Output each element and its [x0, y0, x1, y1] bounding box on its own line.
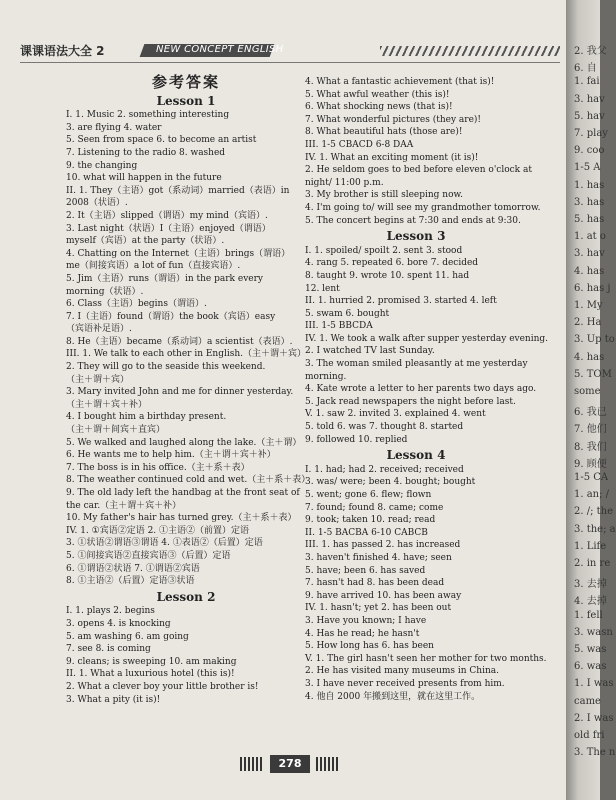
- edge-text-fragment: 5. was: [574, 644, 607, 655]
- edge-text-fragment: 1. has: [574, 179, 605, 191]
- answer-line: 5. have; been 6. has saved: [305, 565, 426, 576]
- answer-line: 4. Kate wrote a letter to her parents two days ago.: [305, 384, 537, 395]
- edge-text-fragment: 3. 去掉: [574, 579, 607, 591]
- answer-line: II. 1-5 BACBA 6-10 CABCB: [305, 527, 428, 538]
- next-page-edge: [566, 0, 616, 800]
- answer-line: myself（宾语）at the party（状语）.: [66, 236, 225, 247]
- answer-line: night/ 11:00 p.m.: [305, 177, 384, 188]
- answer-line: 2. He has visited many museums in China.: [305, 666, 499, 677]
- answer-line: 3. What a pity (it is)!: [66, 694, 161, 705]
- right-column: [305, 76, 549, 703]
- page-title: 参考答案: [151, 73, 220, 91]
- answer-line: 9. The old lady left the handbag at the front seat of: [66, 488, 300, 498]
- answer-line: 8. He（主语）became（系动词）a scientist（表语）.: [66, 336, 293, 347]
- answer-line: V. 1. The girl hasn't seen her mother for two months.: [305, 653, 547, 664]
- edge-text-fragment: 9. 顾便: [574, 458, 607, 470]
- header-hatch-decoration: [380, 46, 560, 56]
- answer-line: 5. Jim（主语）runs（谓语）in the park every: [66, 273, 263, 284]
- lesson-heading: Lesson 1: [156, 93, 216, 108]
- answer-line: 4. I bought him a birthday present.: [66, 412, 227, 423]
- answer-line: 3. ①状语②谓语③谓语 4. ①表语②（后置）定语: [66, 538, 263, 549]
- answer-line: 9. the changing: [66, 160, 138, 171]
- edge-text-fragment: 6. 自: [574, 63, 597, 75]
- header-rule: [20, 62, 560, 63]
- edge-text-fragment: 1. Life: [574, 540, 607, 552]
- answer-line: III. 1. has passed 2. has increased: [305, 540, 461, 551]
- answer-line: morning.: [305, 371, 347, 382]
- answer-line: 12. lent: [305, 283, 340, 294]
- answer-line: 6. He wants me to help him.（主＋谓＋宾＋补）: [66, 450, 276, 461]
- left-column: [66, 73, 311, 706]
- answer-line: 3. Have you known; I have: [305, 615, 427, 626]
- edge-text-fragment: 7. 他们: [574, 424, 607, 436]
- answer-line: （宾语补足语）.: [66, 324, 132, 335]
- answer-line: IV. 1. What an exciting moment (it is)!: [305, 152, 479, 163]
- lesson-heading: Lesson 4: [386, 448, 446, 463]
- edge-text-fragment: 3. hav: [574, 248, 605, 260]
- answer-line: 8. What beautiful hats (those are)!: [305, 127, 463, 138]
- answer-line: 4. 他自 2000 年搬到这里，就在这里工作。: [305, 691, 481, 702]
- edge-text-fragment: 1. an; /: [574, 489, 610, 501]
- answer-line: 4. Has he read; he hasn't: [305, 628, 420, 639]
- edge-text-fragment: 2. I was: [574, 712, 614, 724]
- edge-text-fragment: 3. has: [574, 196, 605, 208]
- answer-line: 3. Mary invited John and me for dinner yesterday.: [66, 387, 294, 398]
- answer-line: 5. told 6. was 7. thought 8. started: [305, 422, 464, 433]
- edge-text-fragment: 3. wasn: [574, 626, 613, 638]
- answer-line: 5. What awful weather (this is)!: [305, 89, 450, 100]
- edge-text-fragment: 1. fai: [574, 76, 600, 88]
- answer-line: 4. Chatting on the Internet（主语）brings（谓语）: [66, 248, 291, 259]
- answer-line: III. 1-5 CBACD 6-8 DAA: [305, 139, 414, 150]
- edge-text-fragment: came: [574, 695, 601, 707]
- edge-text-fragment: 5. TOM: [574, 368, 612, 380]
- answer-line: 7. The boss is in his office.（主＋系＋表）: [66, 462, 250, 473]
- answer-line: I. 1. had; had 2. received; received: [305, 464, 464, 475]
- edge-text-fragment: 4. has: [574, 265, 605, 277]
- answer-line: 7. What wonderful pictures (they are)!: [305, 114, 482, 125]
- answer-line: 3. Last night（状语）I（主语）enjoyed（谓语）: [66, 223, 271, 234]
- edge-text-fragment: 1-5 CA: [574, 472, 609, 483]
- edge-text-fragment: 1. I was: [574, 678, 614, 690]
- answer-line: 3. The woman smiled pleasantly at me yesterday: [305, 359, 528, 370]
- answer-line: 7. see 8. is coming: [66, 644, 151, 655]
- answer-line: 4. rang 5. repeated 6. bore 7. decided: [305, 258, 479, 269]
- edge-text-fragment: 2. Ha: [574, 317, 602, 329]
- footer-stripe-left: [240, 757, 264, 771]
- answer-line: 3. I have never received presents from him.: [305, 678, 505, 689]
- answer-line: 2. He seldom goes to bed before eleven o'clock at: [305, 165, 532, 176]
- answer-line: 3. was/ were; been 4. bought; bought: [305, 477, 476, 488]
- answer-line: 5. Seen from space 6. to become an artist: [66, 135, 257, 146]
- edge-text-fragment: 1. fell: [574, 609, 603, 621]
- answer-line: 2. What a clever boy your little brother is!: [66, 681, 259, 692]
- series-name: NEW CONCEPT ENGLISH: [156, 44, 284, 55]
- answer-line: 7. Listening to the radio 8. washed: [66, 147, 226, 158]
- answer-line: II. 1. They（主语）got（系动词）married（表语）in: [66, 185, 290, 196]
- answer-line: （主＋谓＋间宾＋直宾）: [66, 425, 166, 436]
- answer-line: 5. How long has 6. has been: [305, 641, 434, 652]
- edge-text-fragment: 3. Up to: [574, 334, 615, 346]
- answer-line: V. 1. saw 2. invited 3. explained 4. went: [305, 409, 486, 420]
- answer-line: II. 1. hurried 2. promised 3. started 4. left: [305, 296, 497, 307]
- answer-line: 7. found; found 8. came; come: [305, 502, 444, 513]
- footer-stripe-right: [316, 757, 340, 771]
- edge-text-fragment: 7. play: [574, 128, 608, 139]
- answer-line: 2008（状语）.: [66, 198, 128, 209]
- answer-line: 8. taught 9. wrote 10. spent 11. had: [305, 270, 470, 281]
- answer-line: 10. My father's hair has turned grey.（主＋系＋表）: [66, 513, 297, 524]
- answer-line: 5. ①间接宾语②直接宾语③（后置）定语: [66, 550, 231, 561]
- answer-line: II. 1. What a luxurious hotel (this is)!: [66, 669, 235, 680]
- edge-text-fragment: 5. has: [574, 214, 605, 225]
- edge-text-fragment: 2. /; the: [574, 506, 614, 518]
- answer-line: 5. Jack read newspapers the night before last.: [305, 396, 516, 407]
- edge-text-fragment: 3. hav: [574, 93, 605, 105]
- answer-line: 3. are flying 4. water: [66, 122, 162, 133]
- answer-line: 3. haven't finished 4. have; seen: [305, 552, 452, 563]
- answer-line: 2. They will go to the seaside this weekend.: [66, 362, 266, 373]
- answer-line: 4. What a fantastic achievement (that is)!: [305, 77, 495, 87]
- answer-line: 5. The concert begins at 7:30 and ends at 9:30.: [305, 215, 521, 226]
- edge-text-fragment: 2. in re: [574, 558, 611, 569]
- edge-text-fragment: 6. has j: [574, 282, 611, 294]
- answer-line: 5. am washing 6. am going: [66, 631, 189, 642]
- answer-line: IV. 1. We took a walk after supper yesterday evening.: [305, 333, 549, 344]
- edge-text-fragment: 4. has: [574, 351, 605, 363]
- edge-text-fragment: 1-5 A: [574, 162, 601, 174]
- edge-text-fragment: 6. was: [574, 661, 607, 673]
- answer-line: III. 1. We talk to each other in English.（主＋谓＋宾）: [66, 349, 307, 360]
- answer-line: 4. I'm going to/ will see my grandmother tomorrow.: [305, 202, 541, 213]
- answer-line: 9. have arrived 10. has been away: [305, 590, 462, 601]
- answer-line: me（间接宾语）a lot of fun（直接宾语）.: [66, 261, 241, 272]
- answer-line: 6. Class（主语）begins（谓语）.: [66, 299, 207, 310]
- answer-line: 3. opens 4. is knocking: [66, 618, 171, 629]
- edge-text-fragment: 2. 我父: [574, 46, 607, 57]
- answer-line: 8. The weather continued cold and wet.（主＋系＋表）: [66, 475, 311, 486]
- answer-line: 2. It（主语）slipped（谓语）my mind（宾语）.: [66, 210, 268, 221]
- edge-text-fragment: 3. the; a: [574, 523, 616, 535]
- edge-text-fragment: 1. My: [574, 300, 603, 311]
- edge-text-fragment: 6. 我已: [574, 407, 607, 419]
- edge-text-fragment: 1. at o: [574, 231, 606, 243]
- answer-line: 6. ①谓语②状语 7. ①谓语②宾语: [66, 563, 200, 574]
- edge-text-fragment: 4. 去掉: [574, 596, 607, 608]
- page-footer: [230, 754, 350, 776]
- answer-line: 7. I（主语）found（谓语）the book（宾语）easy: [66, 311, 276, 322]
- answer-line: I. 1. Music 2. something interesting: [66, 110, 230, 121]
- answer-line: 5. went; gone 6. flew; flown: [305, 490, 432, 500]
- edge-text-fragment: 8. 我们: [574, 441, 607, 453]
- answer-line: 3. My brother is still sleeping now.: [305, 190, 464, 201]
- answer-line: 5. We walked and laughed along the lake.（主＋谓）: [66, 437, 302, 448]
- answer-line: 9. cleans; is sweeping 10. am making: [66, 656, 237, 667]
- edge-text-fragment: 9. coo: [574, 145, 605, 157]
- edge-text-fragment: 3. The n: [574, 747, 616, 759]
- answer-line: IV. 1. hasn't; yet 2. has been out: [305, 603, 452, 614]
- lesson-heading: Lesson 3: [386, 229, 446, 244]
- answer-line: IV. 1. ①宾语②定语 2. ①主语②（前置）定语: [66, 525, 250, 536]
- answer-line: 9. followed 10. replied: [305, 434, 408, 445]
- answer-line: I. 1. plays 2. begins: [66, 606, 155, 617]
- answer-line: （主＋谓＋宾）: [66, 374, 130, 385]
- answer-line: 6. What shocking news (that is)!: [305, 102, 453, 113]
- answer-line: I. 1. spoiled/ spoilt 2. sent 3. stood: [305, 245, 463, 256]
- answer-line: 2. I watched TV last Sunday.: [305, 346, 435, 357]
- edge-text-fragment: old fri: [574, 730, 605, 741]
- book-title: 课课语法大全 2: [20, 44, 105, 58]
- answer-line: 9. took; taken 10. read; read: [305, 515, 436, 526]
- answer-line: the car.（主＋谓＋宾＋补）: [66, 500, 182, 511]
- answer-line: 8. ①主语②（后置）定语③状语: [66, 576, 195, 587]
- answer-line: morning（状语）.: [66, 286, 144, 297]
- edge-text-fragment: 5. hav: [574, 110, 605, 122]
- answer-line: 7. hasn't had 8. has been dead: [305, 578, 445, 589]
- page-number: 278: [270, 755, 310, 773]
- answer-line: III. 1-5 BBCDA: [305, 321, 373, 332]
- edge-text-fragment: some: [574, 386, 601, 397]
- answer-line: （主＋谓＋宾＋补）: [66, 399, 148, 410]
- lesson-heading: Lesson 2: [156, 589, 216, 604]
- page-header: [0, 40, 568, 60]
- answer-line: 10. what will happen in the future: [66, 173, 222, 184]
- answer-line: 5. swam 6. bought: [305, 308, 390, 319]
